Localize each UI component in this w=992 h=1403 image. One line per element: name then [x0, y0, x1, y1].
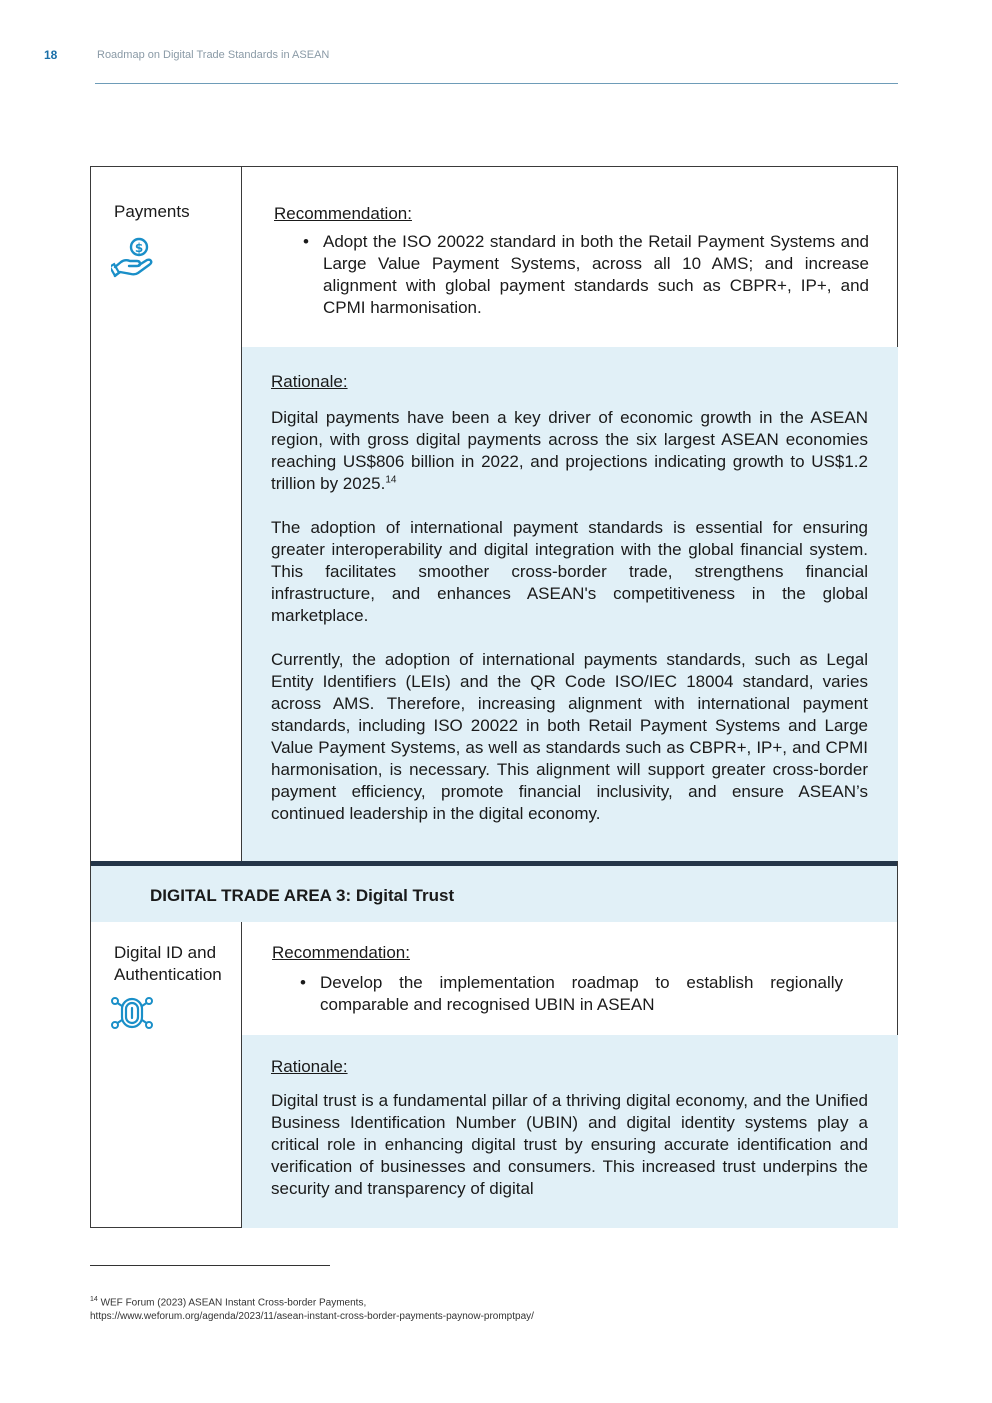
payments-recommendation-text: Adopt the ISO 20022 standard in both the Retail Payment Systems and Large Value Payment Systems, across all 10 AMS; and increase alignment with global payment standards such as CBPR+, IP+, and CPMI harmonisation. — [323, 232, 869, 317]
digital-id-rationale-paragraph: Digital trust is a fundamental pillar of a thriving digital economy, and the Unified Business Identification Number (UBIN) and digital identity systems play a critical role in enhancing digital trust by ensuring accurate identification and verification of businesses and consumers. This increased trust underpins the security and transparency of digital — [271, 1091, 868, 1198]
svg-text:$: $ — [134, 241, 144, 255]
bullet-icon: • — [300, 973, 306, 992]
payments-recommendation-item — [303, 231, 869, 319]
area-title: DIGITAL TRADE AREA 3: Digital Trust — [150, 886, 455, 905]
digital-id-recommendation-item — [300, 972, 843, 1016]
payments-label: Payments — [114, 202, 190, 221]
fingerprint-icon — [111, 992, 153, 1039]
digital-id-rationale-body — [271, 1090, 868, 1200]
footnote-link[interactable]: https://www.weforum.org/agenda/2023/11/asean-instant-cross-border-payments-paynow-promptpay/ — [90, 1311, 534, 1323]
header-rule — [95, 83, 898, 84]
footnote-number: 14 — [90, 1296, 98, 1303]
payments-recommendation-heading: Recommendation: — [274, 204, 412, 223]
footnote-rule — [90, 1265, 330, 1266]
area-header — [91, 866, 897, 922]
payments-rationale-paragraph: The adoption of international payment standards is essential for ensuring greater interoperability and digital integration with the global financial system. This facilitates smoother cross-border trade, strengthens financial infrastructure, and enhances ASEAN's competitiveness in the global marketplace. — [271, 518, 868, 625]
footnote-ref[interactable]: 14 — [385, 474, 397, 486]
footnote — [90, 1293, 534, 1324]
page-number: 18 — [44, 48, 58, 62]
payments-rationale-paragraph: Digital payments have been a key driver of economic growth in the ASEAN region, with gross digital payments across the six largest ASEAN economies reaching US$806 billion in 2022, and projections indicating growth to US$1.2 trillion by 2025.14 — [271, 408, 868, 493]
digital-id-recommendation-text: Develop the implementation roadmap to establish regionally comparable and recognised UBIN in ASEAN — [320, 973, 843, 1014]
payments-rationale-paragraph: Currently, the adoption of international payments standards, such as Legal Entity Identifiers (LEIs) and the QR Code ISO/IEC 18004 standard, varies across AMS. Therefore, increasing alignment with international payment standards, including ISO 20022 in both Retail Payment Systems and Large Value Payment Systems, as well as standards such as CBPR+, IP+, and CPMI harmonisation, is necessary. This alignment will support greater cross-border payment efficiency, promote financial inclusivity, and ensure ASEAN’s continued leadership in the digital economy. — [271, 650, 868, 823]
column-divider — [241, 167, 242, 861]
bullet-icon: • — [303, 232, 309, 251]
digital-id-rationale-heading: Rationale: — [271, 1057, 348, 1076]
standards-table — [90, 166, 898, 1228]
payments-rationale-heading: Rationale: — [271, 372, 348, 391]
digital-id-label: Digital ID and Authentication — [114, 943, 222, 984]
payments-rationale-body — [271, 407, 868, 847]
footnote-text: WEF Forum (2023) ASEAN Instant Cross-border Payments, — [100, 1297, 367, 1309]
column-divider — [241, 922, 242, 1228]
running-title: Roadmap on Digital Trade Standards in ASEAN — [97, 49, 330, 61]
digital-id-recommendation-heading: Recommendation: — [272, 943, 410, 962]
hand-coin-icon — [111, 234, 155, 283]
